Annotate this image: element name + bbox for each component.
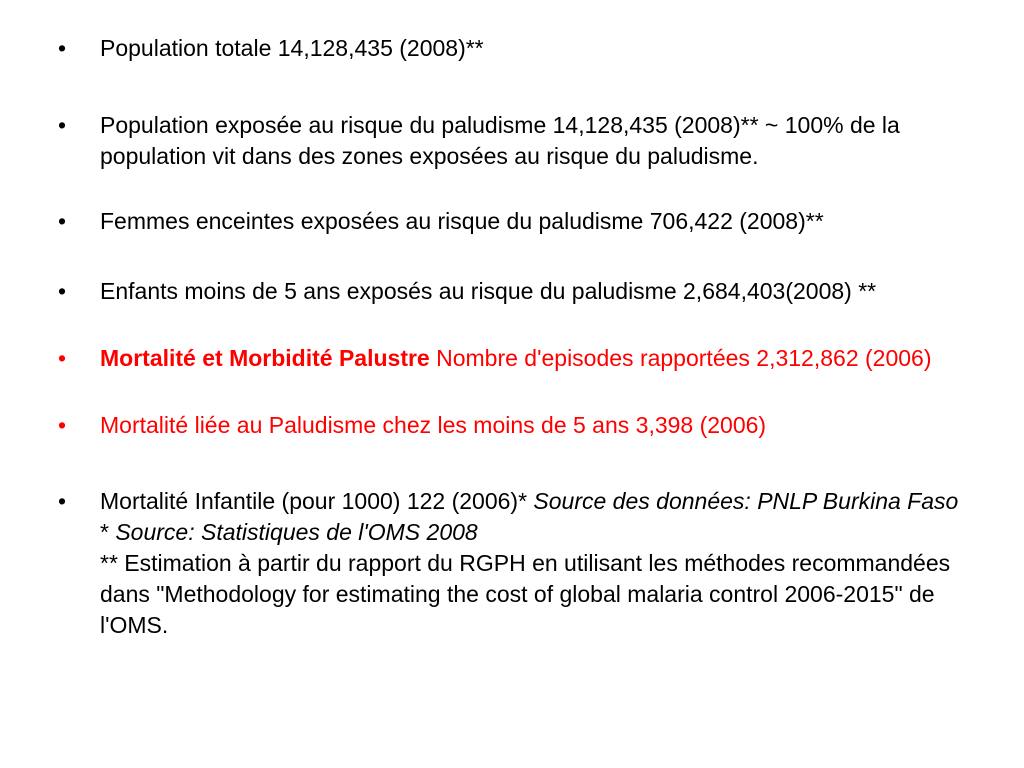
bullet-bold-heading: Mortalité et Morbidité Palustre	[100, 345, 430, 371]
bullet-enfants-moins-5-ans	[100, 276, 980, 307]
star-prefix: *	[100, 519, 116, 545]
bullet-femmes-enceintes	[100, 206, 980, 237]
who-source-line	[100, 517, 980, 548]
estimation-note: ** Estimation à partir du rapport du RGPH en utilisant les méthodes recommandées dans "Methodology for estimating the cost of global malaria control 2006-2015" de l'OMS.	[100, 550, 951, 638]
bullet-mortalite-morbidite	[100, 343, 980, 374]
source-citation: Source des données: PNLP Burkina Faso	[533, 488, 959, 514]
bullet-text: Mortalité Infantile (pour 1000) 122 (2006)*	[100, 488, 534, 514]
bullet-text: Population totale 14,128,435 (2008)**	[100, 35, 484, 61]
who-source-citation: Source: Statistiques de l'OMS 2008	[115, 519, 478, 545]
bullet-population-exposee	[100, 110, 980, 172]
bullet-text: Nombre d'episodes rapportées 2,312,862 (2006)	[429, 345, 932, 371]
bullet-text: Mortalité liée au Paludisme chez les moins de 5 ans 3,398 (2006)	[100, 412, 767, 438]
bullet-text: Femmes enceintes exposées au risque du paludisme 706,422 (2008)**	[100, 208, 824, 234]
bullet-text: Population exposée au risque du paludisme 14,128,435 (2008)** ~ 100% de la population vit dans des zones exposées au risque du paludisme.	[100, 112, 900, 169]
bullet-mortalite-infantile	[100, 486, 980, 641]
bullet-text: Enfants moins de 5 ans exposés au risque du paludisme 2,684,403(2008) **	[100, 278, 877, 304]
bullet-population-totale	[100, 33, 980, 64]
bullet-mortalite-moins-5-ans	[100, 410, 980, 441]
